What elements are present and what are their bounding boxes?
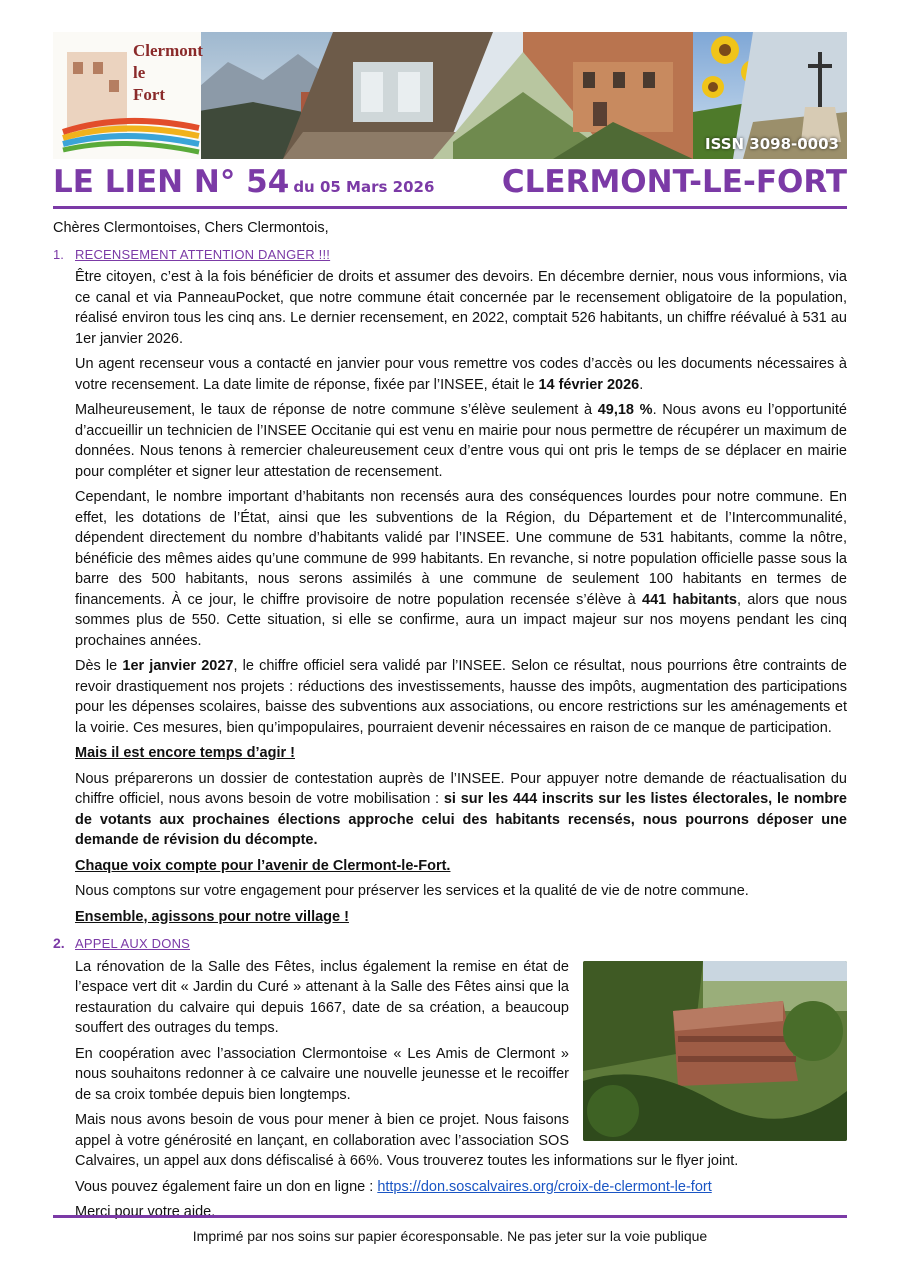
greeting: Chères Clermontoises, Chers Clermontois, <box>53 220 329 236</box>
call-to-action: Mais il est encore temps d’agir ! <box>75 745 295 761</box>
logo-line-3: Fort <box>133 85 166 104</box>
paragraph: Merci pour votre aide. <box>75 1204 216 1220</box>
issue-title <box>53 164 434 200</box>
calvaire-photo <box>583 961 847 1141</box>
paragraph: Nous comptons sur votre engagement pour préserver les services et la qualité de vie de notre commune. <box>75 883 749 899</box>
title-row <box>53 164 847 209</box>
donation-link[interactable]: https://don.soscalvaires.org/croix-de-clermont-le-fort <box>377 1178 712 1195</box>
issue-number: LE LIEN N° 54 <box>53 164 290 200</box>
issue-date: du 05 Mars 2026 <box>293 178 435 196</box>
paragraph: La rénovation de la Salle des Fêtes, inclus également la remise en état de l’espace vert dit « Jardin du Curé » attenant à la Salle des Fêtes ainsi que la restauration du calvaire qui depuis 1667, date de sa création, a beaucoup souffert des outrages du temps. <box>75 958 569 1036</box>
footer-note: Imprimé par nos soins sur papier écoresponsable. Ne pas jeter sur la voie publique <box>192 1228 708 1244</box>
paragraph: Être citoyen, c’est à la fois bénéficier de droits et assumer des devoirs. En décembre dernier, nous vous informions, via ce canal et via PanneauPocket, que notre commune était concernée par le recensement obligatoire de la population, réalisé environ tous les cinq ans. Le dernier recensement, en 2022, comptait 526 habitants, un chiffre réévalué à 531 au 1er janvier 2026. <box>75 269 847 347</box>
calvaire-image <box>583 961 847 1141</box>
section-2-body <box>75 957 847 1223</box>
paragraph: Un agent recenseur vous a contacté en janvier pour vous remettre vos codes d’accès ou les documents nécessaires à votre recensement. La date limite de réponse, fixée par l’INSEE, était le 14 février 2026. <box>75 356 847 393</box>
section-1-title: RECENSEMENT ATTENTION DANGER !!! <box>75 246 331 262</box>
paragraph: Vous pouvez également faire un don en ligne : https://don.soscalvaires.org/croix-de-clermont-le-fort <box>75 1178 712 1195</box>
paragraph: Nous préparerons un dossier de contestation auprès de l’INSEE. Pour appuyer notre demande de réactualisation du chiffre officiel, nous avons besoin de votre mobilisation : si sur les 444 inscrits sur les listes électorales, le nombre de votants aux prochaines élections approche celui des habitants recensés, nous pourrons déposer une demande de révision du décompte. <box>75 770 847 848</box>
footer-divider <box>53 1215 847 1218</box>
section-1-number: 1. <box>53 246 64 262</box>
paragraph: Malheureusement, le taux de réponse de notre commune s’élève seulement à 49,18 %. Nous avons eu l’opportunité d’accueillir un technicien de l’INSEE Occitanie qui est venu en mairie pour nous permettre de récupérer un maximum de données. Nous tenons à remercier chaleureusement ceux d’entre vous qui ont pris le temps de se déplacer en mairie pour compléter et signer leur attestation de recensement. <box>75 402 847 480</box>
commune-name: CLERMONT-LE-FORT <box>501 164 847 200</box>
header-banner <box>53 32 847 159</box>
call-to-action: Chaque voix compte pour l’avenir de Clermont-le-Fort. <box>75 857 451 874</box>
section-2-number: 2. <box>53 935 65 951</box>
call-to-action: Ensemble, agissons pour notre village ! <box>75 908 349 925</box>
section-1-body <box>75 267 847 927</box>
paragraph: Dès le 1er janvier 2027, le chiffre officiel sera validé par l’INSEE. Selon ce résultat, nous pourrions être contraints de revoir drastiquement nos projets : réductions des investissements, hausse des impôts, augmentation des participations pour les dépenses scolaires, baisse des subventions aux associations, ou encore restrictions sur les aménagements et la voirie. Ces mesures, bien qu’impopulaires, pourraient devenir nécessaires en raison de ce manque de participation. <box>75 658 847 736</box>
newsletter-body <box>53 218 847 1228</box>
logo-line-1: Clermont <box>133 41 203 60</box>
paragraph: Cependant, le nombre important d’habitants non recensés aura des conséquences lourdes pour notre commune. En effet, les dotations de l’État, ainsi que les subventions de la Région, du Département et de l’Intercommunalité, dépendent directement du nombre d’habitants validé par l’INSEE. Une commune de 531 habitants, comme la nôtre, bénéficie des mêmes aides qu’une commune de 999 habitants. En revanche, si notre population officielle passe sous la barre des 500 habitants, nous serons assimilés à une commune de seulement 100 habitants en termes de financements. À ce jour, le chiffre provisoire de notre population recensée s’élève à 441 habitants, alors que nous sommes plus de 550. Cette situation, si elle se confirme, aura un impact majeur sur nos moyens pendant les cinq prochaines années. <box>75 489 847 649</box>
logo-text <box>133 40 203 106</box>
paragraph: En coopération avec l’association Clermontoise « Les Amis de Clermont » nous souhaitons redonner à ce calvaire une nouvelle jeunesse et le recoiffer de sa croix tombée depuis bien longtemps. <box>75 1045 569 1103</box>
section-2-heading <box>53 933 847 955</box>
section-1-heading <box>53 245 847 266</box>
issn-label: ISSN 3098-0003 <box>704 135 839 153</box>
logo-line-2: le <box>133 63 146 82</box>
section-2-title: APPEL AUX DONS <box>75 936 191 951</box>
paragraph: Mais nous avons besoin de vous pour mener à bien ce projet. Nous faisons appel à votre générosité en lançant, en collaboration avec l’association SOS Calvaires, un appel aux dons défiscalisé à 66%. Vous trouverez toutes les informations sur le flyer joint. <box>75 1112 739 1169</box>
logo <box>53 32 201 159</box>
